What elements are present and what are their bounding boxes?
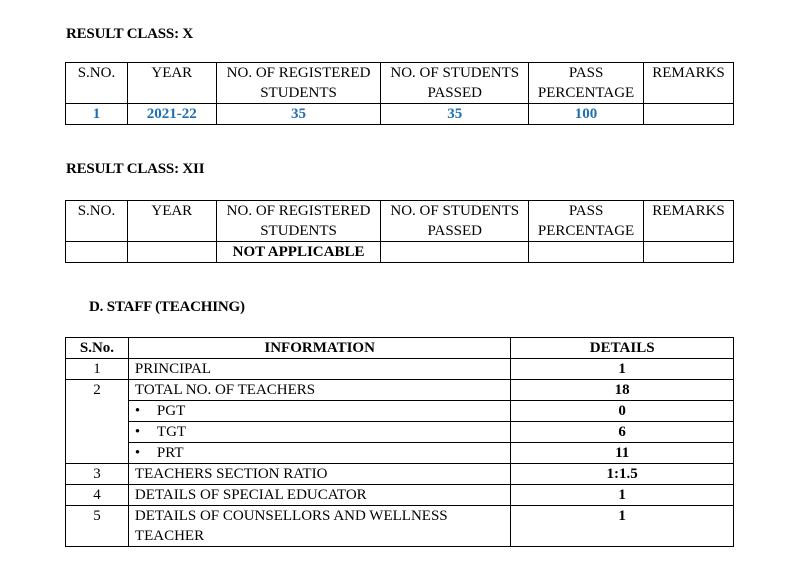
sno-cell: 5: [66, 506, 129, 547]
table-row: [66, 443, 734, 464]
table-row: [66, 422, 734, 443]
percentage-cell: 100: [529, 104, 644, 125]
not-applicable-note: NOT APPLICABLE: [216, 242, 381, 263]
information-subitem-cell: [128, 422, 510, 443]
table-row: [66, 506, 734, 547]
table-header-row: [66, 338, 734, 359]
column-header-remarks: REMARKS: [644, 201, 734, 242]
table-row: [66, 359, 734, 380]
column-header-remarks: REMARKS: [644, 63, 734, 104]
details-cell: 11: [511, 443, 734, 464]
table-header-row: [66, 201, 734, 242]
details-cell: 1: [511, 506, 734, 547]
bullet-icon: •: [134, 445, 141, 461]
column-header-registered: NO. OF REGISTERED STUDENTS: [216, 201, 381, 242]
information-subitem-cell: [128, 443, 510, 464]
column-header-percentage: PASS PERCENTAGE: [529, 63, 644, 104]
table-row: [66, 464, 734, 485]
column-header-percentage: PASS PERCENTAGE: [529, 201, 644, 242]
information-cell: PRINCIPAL: [128, 359, 510, 380]
information-cell: DETAILS OF SPECIAL EDUCATOR: [128, 485, 510, 506]
class-x-heading: RESULT CLASS: X: [66, 26, 194, 42]
information-subitem-cell: [128, 401, 510, 422]
class-xii-result-table: [65, 200, 734, 263]
remarks-cell: [644, 242, 734, 263]
column-header-information: INFORMATION: [128, 338, 510, 359]
bullet-icon: •: [134, 403, 141, 419]
details-cell: 1: [511, 359, 734, 380]
column-header-sno: S.No.: [66, 338, 129, 359]
staff-section-heading: D. STAFF (TEACHING): [89, 299, 245, 315]
remarks-cell: [644, 104, 734, 125]
details-cell: 0: [511, 401, 734, 422]
column-header-passed: NO. OF STUDENTS PASSED: [381, 201, 529, 242]
sno-cell: 2: [66, 380, 129, 464]
subitem-label: TGT: [156, 424, 187, 440]
bullet-icon: •: [134, 424, 141, 440]
subitem-label: PGT: [156, 403, 186, 419]
column-header-sno: S.NO.: [66, 63, 128, 104]
sno-cell: 1: [66, 359, 129, 380]
details-cell: 1:1.5: [511, 464, 734, 485]
table-row: [66, 104, 734, 125]
column-header-details: DETAILS: [511, 338, 734, 359]
registered-cell: 35: [216, 104, 381, 125]
column-header-year: YEAR: [127, 201, 216, 242]
table-row: [66, 485, 734, 506]
sno-cell: 3: [66, 464, 129, 485]
table-row: [66, 380, 734, 401]
sno-cell: [66, 242, 128, 263]
class-xii-heading: RESULT CLASS: XII: [66, 161, 205, 177]
details-cell: 18: [511, 380, 734, 401]
staff-teaching-table: [65, 337, 734, 547]
details-cell: 6: [511, 422, 734, 443]
percentage-cell: [529, 242, 644, 263]
passed-cell: 35: [381, 104, 529, 125]
details-cell: 1: [511, 485, 734, 506]
column-header-registered: NO. OF REGISTERED STUDENTS: [216, 63, 381, 104]
year-cell: [127, 242, 216, 263]
subitem-label: PRT: [156, 445, 184, 461]
table-header-row: [66, 63, 734, 104]
information-cell: TOTAL NO. OF TEACHERS: [128, 380, 510, 401]
class-x-result-table: [65, 62, 734, 125]
column-header-passed: NO. OF STUDENTS PASSED: [381, 63, 529, 104]
passed-cell: [381, 242, 529, 263]
information-cell: DETAILS OF COUNSELLORS AND WELLNESS TEACHER: [128, 506, 510, 547]
table-row: [66, 401, 734, 422]
column-header-year: YEAR: [127, 63, 216, 104]
sno-cell: 4: [66, 485, 129, 506]
sno-cell: 1: [66, 104, 128, 125]
information-cell: TEACHERS SECTION RATIO: [128, 464, 510, 485]
column-header-sno: S.NO.: [66, 201, 128, 242]
year-cell: 2021-22: [127, 104, 216, 125]
table-row: [66, 242, 734, 263]
